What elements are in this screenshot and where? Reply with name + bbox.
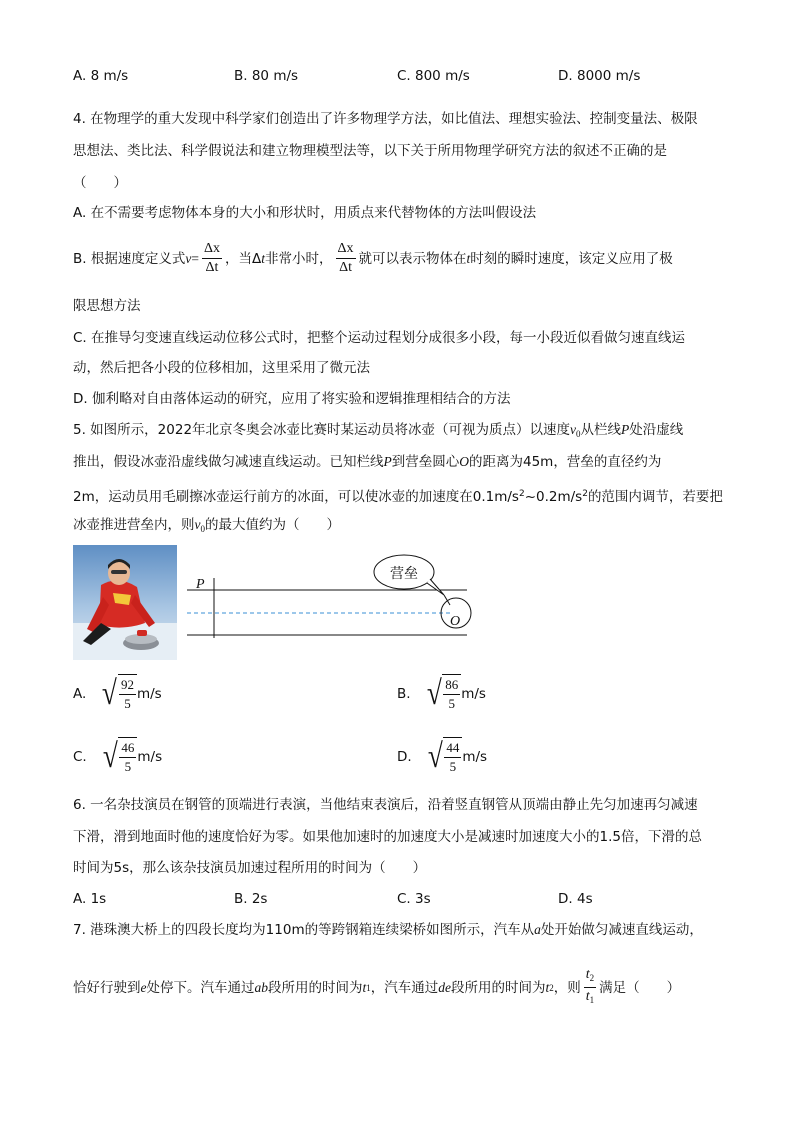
q5-text: 处沿虚线 [629, 422, 684, 438]
q6-stem-line2: 下滑，滑到地面时他的速度恰好为零。如果他加速时的加速度大小是减速时加速度大小的1.5倍，下滑的总 [73, 829, 702, 845]
q7-stem-line1 [73, 921, 703, 939]
t2-subscript: 2 [549, 982, 554, 993]
unit: m/s [136, 685, 162, 702]
t1-subscript: 1 [366, 982, 371, 993]
q6-option-c: C. 3s [397, 891, 431, 907]
q5-text: 的距离为45m，营垒的直径约为 [469, 454, 662, 470]
q3-option-c: C. 800 m/s [397, 68, 470, 84]
q7-text: 处停下。汽车通过 [146, 979, 255, 996]
fraction-denominator: Δt [205, 260, 219, 275]
p-symbol: P [621, 422, 630, 437]
q4-stem-line3: （ ） [73, 175, 127, 191]
velocity-fraction-2 [336, 240, 356, 277]
option-letter: A. [73, 685, 87, 702]
q4-option-b [73, 240, 673, 277]
v0-subscript: 0 [576, 429, 581, 439]
q3-option-d: D. 8000 m/s [558, 68, 641, 84]
curling-track-diagram [182, 548, 492, 638]
q6-option-a: A. 1s [73, 891, 107, 907]
q5-text: 到营垒圆心 [391, 454, 460, 470]
q5-stem-line1 [73, 421, 683, 443]
q5-option-c [73, 737, 162, 776]
sqrt-expression: √ $\frac{92}{5}$ [100, 674, 137, 713]
segment-ab-symbol: ab [254, 979, 268, 995]
time-symbol: t [261, 250, 266, 266]
fraction-denominator: Δt [339, 260, 352, 275]
q5-text: ~0.2m/s [524, 489, 583, 505]
fraction-numerator: 46 [119, 739, 136, 758]
fraction-denominator: 5 [124, 759, 132, 774]
q7-stem-line2 [73, 966, 680, 1009]
q4-option-b-text3: 非常小时， [265, 250, 333, 267]
q4-option-b-text1: B. 根据速度定义式 [73, 250, 186, 267]
unit: m/s [462, 748, 488, 765]
q4-stem-line2: 思想法、类比法、科学假说法和建立物理模型法等，以下关于所用物理学研究方法的叙述不正确的是 [73, 143, 667, 159]
q4-option-a: A. 在不需要考虑物体本身的大小和形状时，用质点来代替物体的方法叫假设法 [73, 205, 537, 221]
fraction-numerator: 92 [119, 676, 136, 695]
fraction-numerator: 86 [443, 676, 460, 695]
fraction-numerator: Δx [202, 240, 222, 259]
q7-text: ，汽车通过 [370, 979, 439, 996]
q7-text: 段所用的时间为 [451, 979, 546, 996]
t1-symbol: t [362, 979, 367, 995]
velocity-fraction [202, 240, 222, 277]
velocity-symbol: v [185, 250, 192, 266]
q5-stem-line2 [73, 453, 661, 471]
t2-symbol: t [585, 967, 590, 982]
q7-text: 处开始做匀减速直线运动， [540, 922, 703, 938]
unit: m/s [137, 748, 163, 765]
point-e-symbol: e [140, 979, 147, 995]
t1-symbol: t [585, 989, 590, 1004]
q7-text: ，则 [553, 979, 581, 996]
q4-option-b-line2: 限思想方法 [73, 298, 141, 314]
curling-athlete-photo [73, 545, 177, 660]
sqrt-expression: √ $\frac{86}{5}$ [425, 674, 462, 713]
q6-option-b: B. 2s [234, 891, 268, 907]
fraction-denominator: 5 [448, 696, 455, 711]
q7-text: 段所用的时间为 [268, 979, 363, 996]
t2-symbol: t [545, 979, 550, 995]
q4-option-c-line1: C. 在推导匀变速直线运动位移公式时，把整个运动过程划分成很多小段，每一小段近似看做匀速直线运 [73, 330, 686, 346]
q7-text: 7. 港珠澳大桥上的四段长度均为110m的等跨钢箱连续梁桥如图所示，汽车从 [73, 922, 535, 938]
q3-option-b: B. 80 m/s [234, 68, 299, 84]
q3-option-a: A. 8 m/s [73, 68, 129, 84]
q5-option-b [397, 674, 486, 713]
q4-option-d: D. 伽利略对自由落体运动的研究，应用了将实验和逻辑推理相结合的方法 [73, 391, 511, 407]
q5-text: 5. 如图所示，2022年北京冬奥会冰壶比赛时某运动员将冰壶（可视为质点）以速度 [73, 422, 571, 438]
callout-tail [427, 579, 444, 595]
v0-symbol: v [194, 517, 201, 532]
callout-text: 营垒 [390, 566, 418, 582]
t1-subscript: 1 [589, 995, 595, 1005]
equals-sign: = [191, 250, 199, 266]
v0-symbol: v [570, 422, 577, 437]
fraction-numerator: 44 [444, 739, 461, 758]
unit: m/s [461, 685, 486, 702]
q5-text: 的最大值约为（ ） [205, 517, 340, 533]
v0-subscript: 0 [200, 524, 205, 534]
q5-text: 推出，假设冰壶沿虚线做匀减速直线运动。已知栏线 [73, 454, 384, 470]
t2-subscript: 2 [589, 973, 595, 983]
fraction-denominator: 5 [124, 696, 131, 711]
q5-stem-line3 [73, 485, 723, 506]
q5-text: 从栏线 [580, 422, 622, 438]
q4-option-c-line2: 动，然后把各小段的位移相加，这里采用了微元法 [73, 360, 370, 376]
superscript: 2 [518, 489, 525, 499]
fraction-denominator: 5 [449, 759, 457, 774]
o-label: O [450, 614, 461, 629]
q6-option-d: D. 4s [558, 891, 593, 907]
q5-stem-line4 [73, 516, 340, 538]
q7-text: 恰好行驶到 [73, 979, 141, 996]
sqrt-expression: √ $\frac{46}{5}$ [101, 737, 138, 776]
o-symbol: O [459, 454, 469, 469]
sqrt-expression: √ $\frac{44}{5}$ [426, 737, 463, 776]
q4-option-b-text2: ，当Δ [225, 250, 262, 267]
option-letter: C. [73, 748, 87, 765]
q6-stem-line3: 时间为5s，那么该杂技演员加速过程所用的时间为（ ） [73, 860, 427, 876]
q5-text: 冰壶推进营垒内，则 [73, 517, 195, 533]
q5-option-a [73, 674, 162, 713]
p-label: P [196, 577, 205, 592]
p-symbol: P [383, 454, 392, 469]
q5-option-d [397, 737, 487, 776]
option-letter: B. [397, 685, 411, 702]
option-letter: D. [397, 748, 412, 765]
t-ratio-fraction [584, 966, 596, 1009]
q4-option-b-text4: 就可以表示物体在 [358, 250, 467, 267]
q4-option-b-text5: 时刻的瞬时速度，该定义应用了极 [470, 250, 673, 267]
q5-text: 的范围内调节，若要把 [587, 489, 723, 505]
time-symbol-2: t [466, 250, 471, 266]
fraction-numerator: Δx [336, 240, 356, 259]
q7-text: 满足（ ） [599, 979, 681, 996]
q4-stem-line1: 4. 在物理学的重大发现中科学家们创造出了许多物理学方法，如比值法、理想实验法、控制变量法、极限 [73, 111, 698, 127]
superscript: 2 [582, 489, 588, 499]
segment-de-symbol: de [438, 979, 452, 995]
point-a-symbol: a [534, 922, 541, 937]
q5-text: 2m，运动员用毛刷擦冰壶运行前方的冰面，可以使冰壶的加速度在0.1m/s [73, 489, 519, 505]
q6-stem-line1: 6. 一名杂技演员在钢管的顶端进行表演，当他结束表演后，沿着竖直钢管从顶端由静止先匀加速再匀减速 [73, 797, 698, 813]
